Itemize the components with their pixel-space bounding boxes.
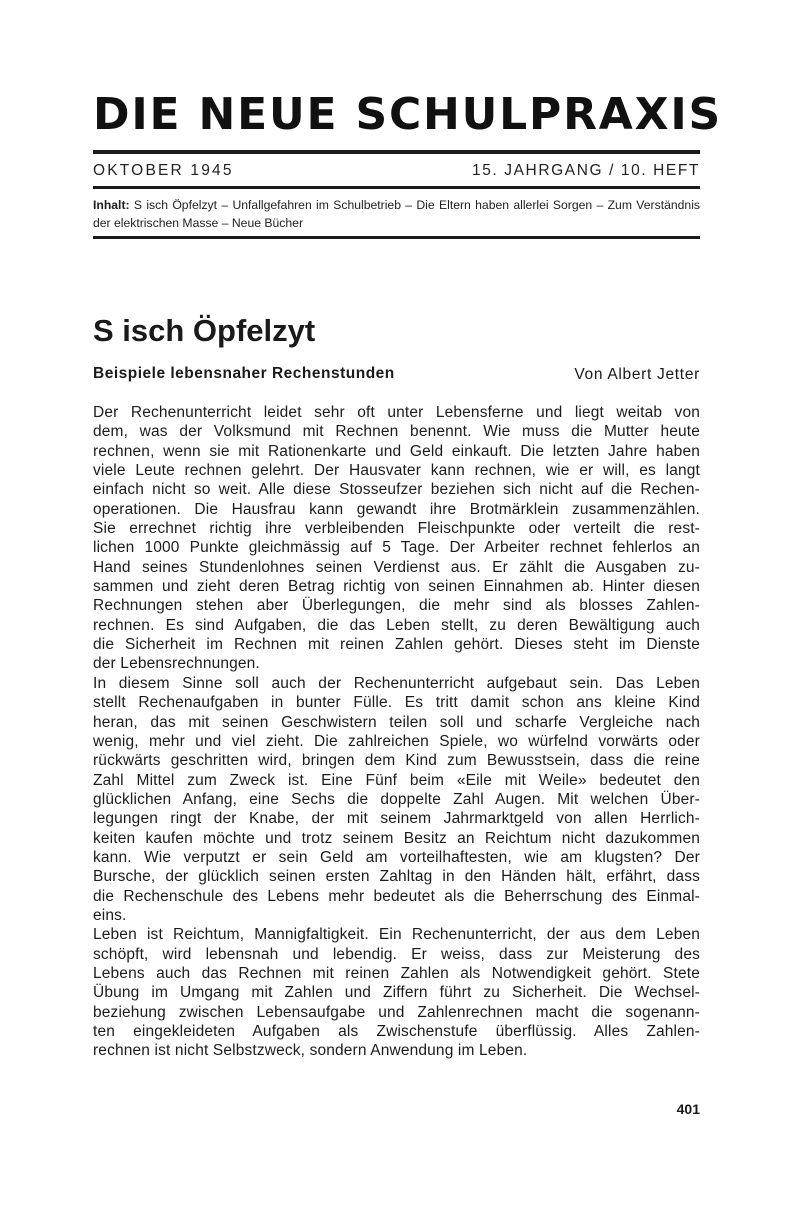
body-line: viele Leute rechnen gelehrt. Der Hausvater kann rechnen, wie er will, es langt [93,462,700,480]
body-line: einfach nicht so weit. Alle diese Stosseufzer beziehen sich nicht auf die Rechen- [93,481,700,499]
article-body [93,403,700,1061]
issue-volume: 15. JAHRGANG / 10. HEFT [471,162,700,179]
issue-line [93,160,700,182]
body-line: beziehung zwischen Lebensaufgabe und Zahlenrechnen macht die sogenann- [93,1003,700,1021]
body-line: glücklichen Anfang, eine Sechs die doppelte Zahl Augen. Mit welchen Über- [93,790,700,808]
journal-page [93,0,722,1225]
body-line: sammen und zieht deren Betrag richtig von seinen Einnahmen ab. Hinter diesen [93,578,700,596]
body-line: Lebens auch das Rechnen mit reinen Zahlen als Notwendigkeit gehört. Stete [93,964,700,982]
body-line: kann. Wie verputzt er sein Geld am vorteilhaftesten, wie am klugsten? Der [93,848,700,866]
article-author: Von Albert Jetter [574,366,700,383]
masthead-rule [93,150,700,154]
body-line: Leben ist Reichtum, Mannigfaltigkeit. Ein Rechenunterricht, der aus dem Leben [93,926,700,944]
article-title: S isch Öpfelzyt [93,313,316,348]
body-line: Sie errechnet richtig ihre verbleibenden Fleischpunkte oder verteilt die rest- [93,520,700,538]
contents-rule [93,236,700,239]
body-line: der Lebensrechnungen. [93,655,260,673]
body-line: legungen ringt der Knabe, der mit seinem Jahrmarktgeld von allen Herrlich- [93,810,700,828]
body-line: keiten kaufen möchte und trotz seinem Besitz an Reichtum nicht dazukommen [93,829,700,847]
body-line: ten eingekleideten Aufgaben als Zwischenstufe überflüssig. Alles Zahlen- [93,1023,700,1040]
body-line: heran, das mit seinen Geschwistern teilen soll und scharfe Vergleiche nach [93,713,700,731]
issue-date: OKTOBER 1945 [93,162,234,179]
body-line: eins. [93,906,127,924]
body-line: lichen 1000 Punkte gleichmässig auf 5 Tage. Der Arbeiter rechnet fehlerlos an [93,539,700,557]
body-line: die Sicherheit im Rechnen mit reinen Zahlen gehört. Dieses steht im Dienste [93,636,700,654]
body-line: operationen. Die Hausfrau kann gewandt ihre Brotmärklein zusammenzählen. [93,500,700,518]
body-line: In diesem Sinne soll auch der Rechenunterricht aufgebaut sein. Das Leben [93,674,700,692]
issue-rule [93,186,700,189]
body-line: stellt Rechenaufgaben in bunter Fülle. Es tritt damit schon ans kleine Kind [93,694,700,712]
body-line: rechnen, wenn sie mit Rationenkarte und Geld einkauft. Die letzten Jahre haben [93,442,700,460]
contents-label: Inhalt: [93,198,130,212]
page-number: 401 [676,1101,700,1117]
body-line: Zahl Mittel zum Zweck ist. Eine Fünf beim «Eile mit Weile» bedeutet den [93,771,700,789]
body-line: schöpft, wird lebensnah und lebendig. Er weiss, dass zur Meisterung des [93,945,700,963]
body-line: wenig, mehr und viel zieht. Die zahlreichen Spiele, wo würfelnd vorwärts oder [93,732,700,750]
body-line: die Rechenschule des Lebens mehr bedeutet als die Beherrschung des Einmal- [93,887,700,905]
body-line: rückwärts geschritten wird, bringen dem Kind zum Bewusstsein, dass die reine [93,752,700,770]
body-line: rechnen. Es sind Aufgaben, die das Leben stellt, zu deren Bewältigung auch [93,616,700,634]
body-line: Der Rechenunterricht leidet sehr oft unter Lebensferne und liegt weitab von [93,404,700,421]
article-subtitle: Beispiele lebensnaher Rechenstunden [93,365,395,382]
body-line: rechnen ist nicht Selbstzweck, sondern Anwendung im Leben. [93,1042,528,1060]
body-line: Bursche, der glücklich seinen ersten Zahltag in den Händen hält, erfährt, dass [93,868,700,886]
body-line: Übung im Umgang mit Zahlen und Ziffern führt zu Sicherheit. Die Wechsel- [93,984,700,1002]
contents-text: S isch Öpfelzyt – Unfallgefahren im Schulbetrieb – Die Eltern haben allerlei Sorgen – Zum Verständnis der elektrischen Masse – Neue Bücher [93,198,700,230]
journal-masthead: DIE NEUE SCHULPRAXIS [93,89,722,140]
table-of-contents [93,196,700,232]
body-line: Hand seines Stundenlohnes seinen Verdienst aus. Er zählt die Ausgaben zu- [93,558,700,576]
body-line: Rechnungen stehen aber Überlegungen, die mehr sind als blosses Zahlen- [93,597,700,615]
body-line: dem, was der Volksmund mit Rechnen benennt. Wie muss die Mutter heute [93,423,700,441]
